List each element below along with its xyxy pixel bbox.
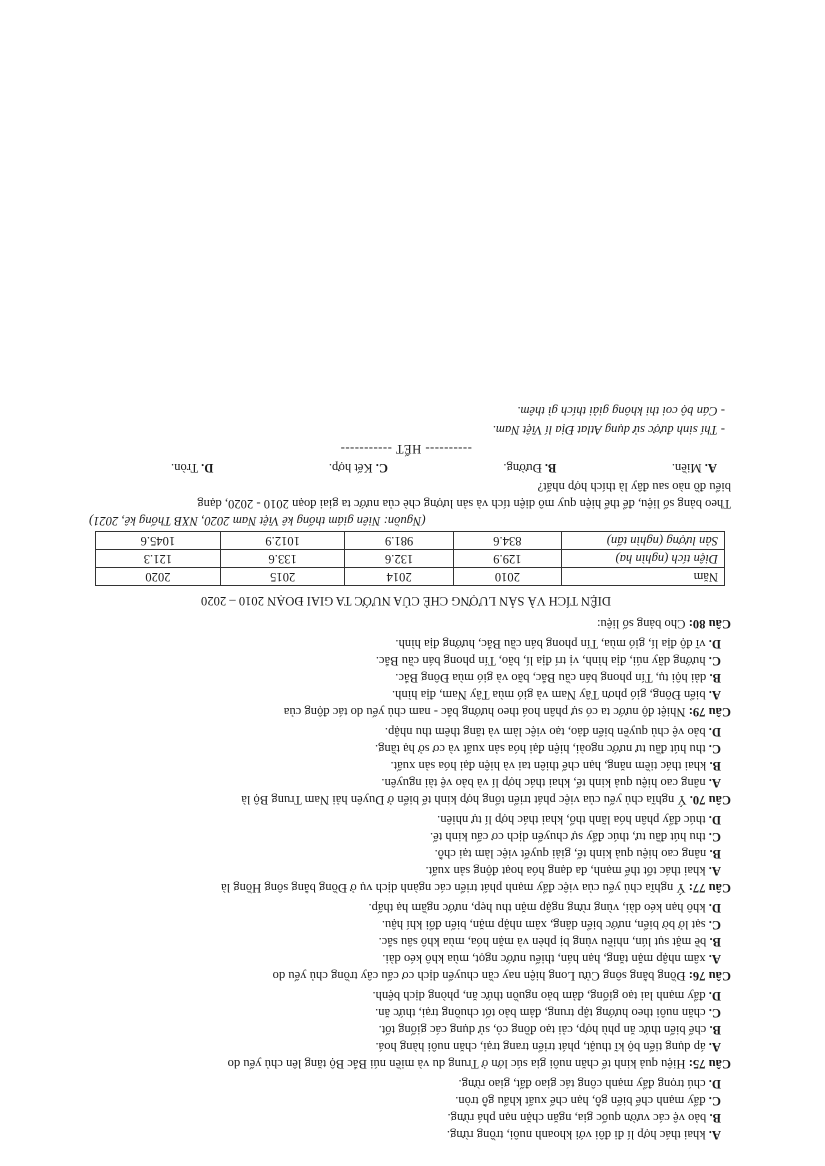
choice-d: D. Tròn. <box>171 461 214 475</box>
question-block-prev <box>81 1075 731 1143</box>
table-cell: 1012.9 <box>220 532 345 550</box>
question-77 <box>81 811 731 896</box>
question-prompt-line-1: Theo bảng số liệu, để thể hiện quy mô diện tích và sản lượng chè của nước ta giai đoạn 2010 - 2020, dạng <box>197 497 731 511</box>
question-stem: Câu 75: Hiệu quả kinh tế chăn nuôi gia súc lớn ở Trung du và miền núi Bắc Bộ tăng lên chủ yếu do <box>227 1057 731 1071</box>
option-c: C. hướng dãy núi, địa hình, vị trí địa lí, bão, Tín phong bán cầu Bắc. <box>375 654 721 668</box>
option-b: B. dải hội tụ, Tín phong bán cầu Bắc, bão và gió mùa Đông Bắc. <box>395 671 721 685</box>
question-prompt-line-2: biểu đồ nào sau đây là thích hợp nhất? <box>537 480 731 494</box>
option-a: A. biển Đông, gió phơn Tây Nam và gió mùa Tây Nam, địa hình. <box>391 688 721 702</box>
option-d: D. khô hạn kéo dài, vùng rừng ngập mặn thu hẹp, nước ngầm hạ thấp. <box>368 901 721 915</box>
table-cell: 1045.6 <box>96 532 221 550</box>
table-cell: 981.9 <box>345 532 453 550</box>
option-d: D. bảo vệ chủ quyền biển đảo, tạo việc làm và tăng thêm thu nhập. <box>384 725 721 739</box>
table-row <box>96 550 725 568</box>
question-70 <box>81 723 731 808</box>
table-header-cell: 2015 <box>220 568 345 586</box>
question-stem: Câu 70. Ý nghĩa chủ yếu của việc phát triển tổng hợp kinh tế biển ở Duyên hải Nam Trung Bộ là <box>241 793 731 807</box>
exam-content <box>81 402 731 1143</box>
question-stem: Câu 76: Đồng bằng sông Cửu Long hiện nay cần chuyển dịch cơ cấu cây trồng chủ yếu do <box>272 969 731 983</box>
table-cell: 121.3 <box>96 550 221 568</box>
data-table <box>95 531 725 586</box>
option-d: D. vĩ độ địa lí, gió mùa, Tín phong bán cầu Bắc, hướng địa hình. <box>395 637 721 651</box>
question-79 <box>81 635 731 720</box>
option-b: B. nâng cao hiệu quả kinh tế, giải quyết việc làm tại chỗ. <box>434 847 721 861</box>
option-b: B. khai thác tiềm năng, hạn chế thiên tai và hiện đại hóa sản xuất. <box>390 759 721 773</box>
question-stem: Câu 77: Ý nghĩa chủ yếu của việc đẩy mạnh phát triển các ngành dịch vụ ở Đồng bằng sông Hồng là <box>221 881 731 895</box>
option-a: A. áp dụng tiến bộ kĩ thuật, phát triển trang trại, chăn nuôi hàng hoá. <box>375 1040 721 1054</box>
table-header-cell: 2010 <box>453 568 561 586</box>
question-stem: Câu 80: Cho bảng số liệu: <box>596 617 731 631</box>
option-d: D. chú trọng đẩy mạnh công tác giao đất, giao rừng. <box>458 1077 721 1091</box>
answer-choices <box>81 459 731 476</box>
table-row-label: Diện tích (nghìn ha) <box>562 550 725 568</box>
option-c: C. sạt lở bờ biển, nước biển dâng, xâm nhập mặn, biến đổi khí hậu. <box>381 918 721 932</box>
option-b: B. bảo vệ các vườn quốc gia, ngăn chặn nạn phá rừng. <box>447 1111 721 1125</box>
choice-a: A. Miền. <box>671 461 717 475</box>
option-b: B. bề mặt sụt lún, nhiều vùng bị phèn và mặn hóa, mùa khô sâu sắc. <box>378 935 721 949</box>
table-header-label: Năm <box>562 568 725 586</box>
choice-b: B. Đường. <box>503 461 557 475</box>
question-75 <box>81 987 731 1072</box>
option-d: D. thúc đẩy phân hóa lãnh thổ, khai thác hợp lí tự nhiên. <box>437 813 721 827</box>
table-header-cell: 2020 <box>96 568 221 586</box>
table-cell: 834.6 <box>453 532 561 550</box>
footer-note-2: - Cán bộ coi thi không giải thích gì thêm. <box>517 404 725 418</box>
table-cell: 132.6 <box>345 550 453 568</box>
table-title: DIỆN TÍCH VÀ SẢN LƯỢNG CHÈ CỦA NƯỚC TA GIAI ĐOẠN 2010 – 2020 <box>201 594 611 608</box>
option-c: C. chăn nuôi theo hướng tập trung, đảm bảo tốt chuồng trại, thức ăn. <box>375 1006 721 1020</box>
option-b: B. chế biến thức ăn phù hợp, cải tạo đồng cỏ, sử dụng các giống tốt. <box>378 1023 721 1037</box>
option-a: A. khai thác hợp lí đi đôi với khoanh nuôi, trồng rừng. <box>446 1128 721 1142</box>
table-row-label: Sản lượng (nghìn tấn) <box>562 532 725 550</box>
option-d: D. đẩy mạnh lai tạo giống, đảm bảo nguồn thức ăn, phòng dịch bệnh. <box>372 989 721 1003</box>
table-header-cell: 2014 <box>345 568 453 586</box>
footer-note-1: - Thí sinh được sử dụng Atlat Địa lí Việt Nam. <box>492 423 725 437</box>
table-source: (Nguồn: Niên giám thống kê Việt Nam 2020, NXB Thống kê, 2021) <box>89 514 426 528</box>
option-c: C. đẩy mạnh chế biến gỗ, hạn chế xuất khẩu gỗ tròn. <box>455 1094 721 1108</box>
question-stem: Câu 79: Nhiệt độ nước ta có sự phân hoá theo hướng bắc - nam chủ yếu do tác động của <box>283 705 731 719</box>
option-c: C. thu hút đầu tư nước ngoài, hiện đại hóa sản xuất và cơ sở hạ tầng. <box>375 742 721 756</box>
option-c: C. thu hút đầu tư, thúc đẩy sự chuyển dịch cơ cấu kinh tế. <box>429 830 721 844</box>
choice-c: C. Kết hợp. <box>328 461 388 475</box>
table-cell: 129.9 <box>453 550 561 568</box>
option-a: A. nâng cao hiệu quả kinh tế, khai thác hợp lí và bảo vệ tài nguyên. <box>381 776 721 790</box>
option-a: A. khai thác tốt thế mạnh, đa dạng hóa hoạt động sản xuất. <box>425 864 721 878</box>
option-a: A. xâm nhập mặn tăng, hạn hán, thiếu nước ngọt, mùa khô kéo dài. <box>382 952 721 966</box>
table-header-row <box>96 568 725 586</box>
end-marker: ---------- HẾT ----------- <box>340 442 472 456</box>
table-row <box>96 532 725 550</box>
question-76 <box>81 899 731 984</box>
question-80 <box>81 459 731 632</box>
table-cell: 133.6 <box>220 550 345 568</box>
